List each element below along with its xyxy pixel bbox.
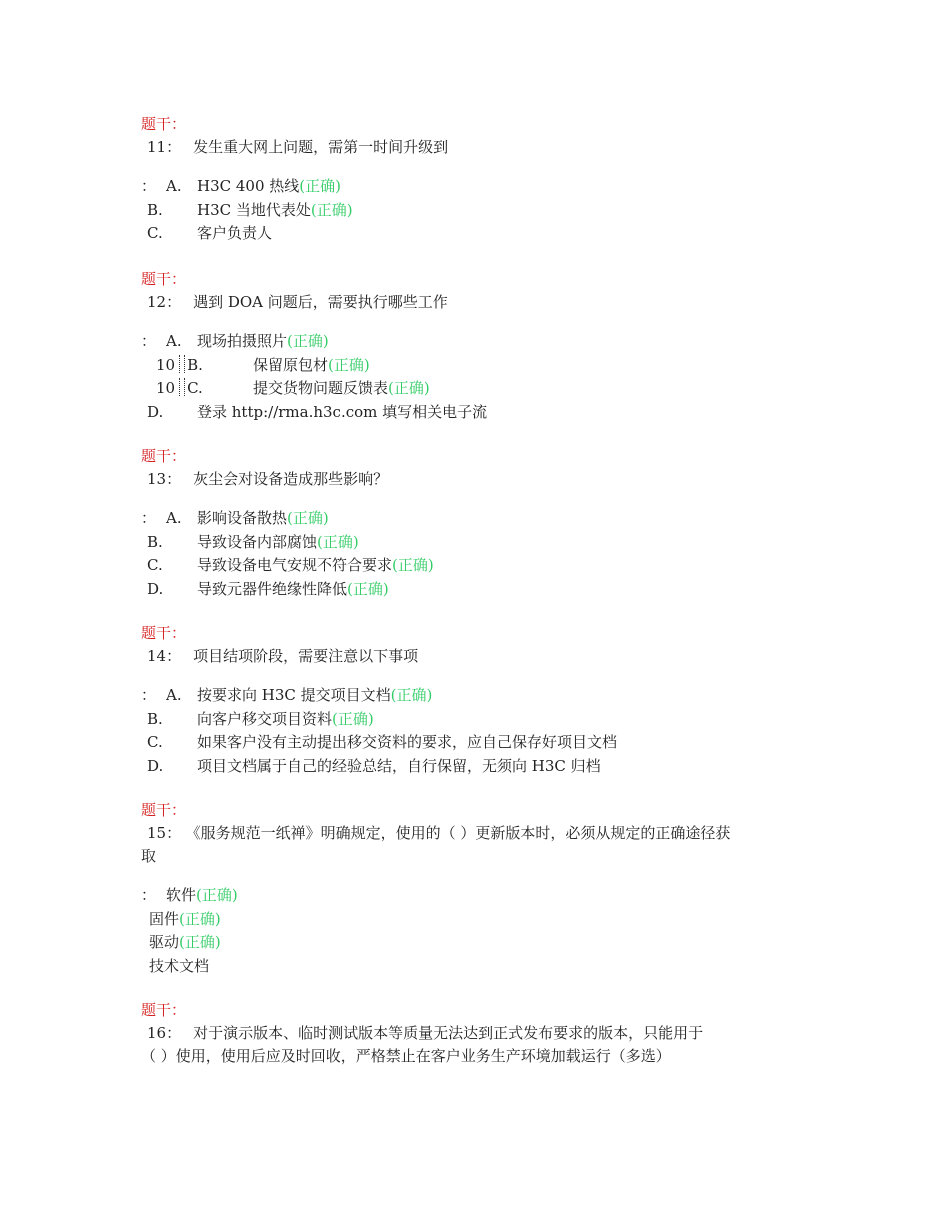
correct-mark: (正确): [347, 579, 389, 598]
question-label: 题干：: [141, 115, 187, 133]
question-stem-continuation: 取: [141, 847, 157, 865]
correct-mark: (正确): [332, 709, 374, 728]
option-text: 提交货物问题反馈表: [253, 379, 389, 397]
correct-mark: (正确): [179, 933, 221, 951]
option-list: [141, 884, 841, 978]
dotted-marker-icon: [179, 378, 185, 396]
option-text: 登录 http://rma.h3c.com 填写相关电子流: [197, 402, 488, 421]
option-letter: C.: [147, 224, 163, 242]
option-item: [141, 199, 841, 223]
option-text-group: [197, 175, 341, 199]
option-letter: B.: [147, 532, 163, 551]
question-stem-text: 项目结项阶段，需要注意以下事项: [193, 647, 419, 665]
option-letter-group: [147, 578, 163, 602]
option-marker-number: 10: [156, 355, 176, 374]
option-letter: B.: [147, 709, 163, 728]
question-stem-continuation: （ ）使用，使用后应及时回收，严格禁止在客户业务生产环境加载运行（多选）: [141, 1047, 671, 1065]
question-16: [141, 999, 841, 1068]
correct-mark: (正确): [390, 686, 433, 704]
option-letter-group: [141, 330, 182, 354]
question-stem-text: 对于演示版本、临时测试版本等质量无法达到正式发布要求的版本，只能用于: [193, 1024, 704, 1042]
option-text: 如果客户没有主动提出移交资料的要求，应自己保存好项目文档: [197, 733, 618, 751]
correct-mark: (正确): [310, 200, 353, 219]
dotted-marker-icon: [179, 355, 185, 373]
option-letter: B.: [147, 200, 163, 219]
option-text-group: [149, 931, 221, 955]
option-item: [141, 931, 841, 955]
question-number: 13：: [147, 470, 182, 488]
question-label: 题干：: [141, 624, 187, 642]
option-letter: B.: [187, 355, 203, 374]
question-11: [141, 113, 841, 246]
question-stem-text: 灰尘会对设备造成那些影响？: [193, 470, 389, 488]
option-text-group: [197, 755, 601, 779]
option-item: [141, 401, 841, 425]
option-item: [141, 731, 841, 755]
option-text: 保留原包材: [253, 355, 329, 374]
option-letter-group: [147, 755, 163, 779]
option-item: [141, 531, 841, 555]
question-13: [141, 445, 841, 601]
question-number: 16：: [147, 1024, 182, 1042]
correct-mark: (正确): [287, 509, 329, 527]
question-label: 题干：: [141, 801, 187, 819]
option-text: 项目文档属于自己的经验总结，自行保留，无须向 H3C 归档: [197, 756, 601, 775]
option-item: [141, 377, 841, 401]
option-text-group: [197, 554, 434, 578]
option-text: 驱动: [149, 933, 180, 951]
option-letter-group: [141, 684, 182, 708]
option-letter-group: [147, 554, 163, 578]
correct-mark: (正确): [388, 379, 430, 397]
option-text-group: [149, 955, 209, 979]
correct-mark: (正确): [196, 886, 238, 904]
option-letter: C.: [187, 379, 203, 397]
option-letter: C.: [147, 733, 163, 751]
option-item: [141, 884, 841, 908]
option-text-group: [197, 531, 359, 555]
option-item: [141, 222, 841, 246]
option-letter: A.: [166, 686, 182, 704]
option-text: 客户负责人: [197, 224, 273, 242]
option-prefix: ：: [141, 886, 157, 904]
option-text-group: [197, 578, 389, 602]
correct-mark: (正确): [179, 909, 221, 928]
question-number: 14：: [147, 647, 182, 665]
option-item: [141, 507, 841, 531]
option-letter: C.: [147, 556, 163, 574]
question-stem-text: 遇到 DOA 问题后，需要执行哪些工作: [193, 293, 448, 311]
option-letter-group: [147, 708, 163, 732]
option-list: [141, 507, 841, 601]
option-text: 按要求向 H3C 提交项目文档: [197, 686, 391, 704]
question-15: [141, 799, 841, 978]
question-stem-text: 发生重大网上问题，需第一时间升级到: [193, 138, 449, 156]
option-letter-group: [147, 401, 163, 425]
option-letter-group: [147, 731, 163, 755]
option-list: [141, 684, 841, 778]
option-text: 技术文档: [149, 956, 210, 975]
option-marker-number: 10: [156, 379, 176, 397]
option-text-group: [253, 354, 370, 378]
option-letter: A.: [166, 332, 182, 350]
correct-mark: (正确): [392, 556, 434, 574]
option-text: 现场拍摄照片: [197, 332, 288, 350]
question-14: [141, 622, 841, 778]
option-letter: D.: [147, 579, 164, 598]
option-prefix: ：: [141, 686, 157, 704]
option-text-group: [253, 377, 430, 401]
option-text-group: [197, 507, 329, 531]
option-list: [141, 175, 841, 246]
option-item: [141, 755, 841, 779]
option-text-group: [197, 708, 374, 732]
option-list: [141, 330, 841, 424]
option-letter: D.: [147, 756, 164, 775]
option-item: [141, 908, 841, 932]
option-text: 导致元器件绝缘性降低: [197, 579, 348, 598]
option-text: 导致设备内部腐蚀: [197, 532, 318, 551]
option-text-group: [197, 222, 272, 246]
option-letter: D.: [147, 402, 164, 421]
correct-mark: (正确): [299, 177, 341, 195]
option-text: 影响设备散热: [197, 509, 288, 527]
option-text-group: [141, 884, 238, 908]
question-stem: [141, 822, 841, 845]
question-label: 题干：: [141, 1001, 187, 1019]
question-number: 12：: [147, 293, 182, 311]
option-marker: [156, 377, 203, 401]
question-stem: [141, 1022, 841, 1045]
option-item: [141, 330, 841, 354]
option-letter: A.: [166, 509, 182, 527]
correct-mark: (正确): [287, 332, 329, 350]
option-item: [141, 955, 841, 979]
question-stem-text: 《服务规范一纸禅》明确规定，使用的（ ）更新版本时，必须从规定的正确途径获: [193, 824, 731, 842]
option-text-group: [197, 731, 617, 755]
question-label: 题干：: [141, 270, 187, 288]
option-letter-group: [141, 175, 182, 199]
option-text-group: [197, 330, 329, 354]
option-text-group: [197, 401, 487, 425]
option-marker: [156, 354, 203, 378]
option-item: [141, 684, 841, 708]
option-text: 固件: [149, 909, 180, 928]
question-stem: [141, 136, 841, 159]
option-text: H3C 当地代表处: [197, 200, 311, 219]
question-stem: [141, 291, 841, 314]
question-label: 题干：: [141, 447, 187, 465]
option-item: [141, 175, 841, 199]
correct-mark: (正确): [317, 532, 359, 551]
question-stem: [141, 468, 841, 491]
correct-mark: (正确): [328, 355, 370, 374]
option-item: [141, 554, 841, 578]
option-letter-group: [147, 199, 163, 223]
question-number: 11：: [147, 138, 182, 156]
option-text: 向客户移交项目资料: [197, 709, 333, 728]
option-text: 导致设备电气安规不符合要求: [197, 556, 393, 574]
question-12: [141, 268, 841, 424]
option-letter-group: [141, 507, 182, 531]
option-text-group: [197, 199, 353, 223]
option-item: [141, 708, 841, 732]
option-text: 软件: [166, 886, 197, 904]
option-letter: A.: [166, 177, 182, 195]
option-prefix: ：: [141, 509, 157, 527]
option-text-group: [149, 908, 221, 932]
question-stem: [141, 645, 841, 668]
option-text-group: [197, 684, 432, 708]
option-prefix: ：: [141, 332, 157, 350]
option-letter-group: [147, 531, 163, 555]
option-item: [141, 354, 841, 378]
option-letter-group: [147, 222, 163, 246]
question-number: 15：: [147, 824, 182, 842]
option-prefix: ：: [141, 177, 157, 195]
option-text: H3C 400 热线: [197, 177, 300, 195]
option-item: [141, 578, 841, 602]
